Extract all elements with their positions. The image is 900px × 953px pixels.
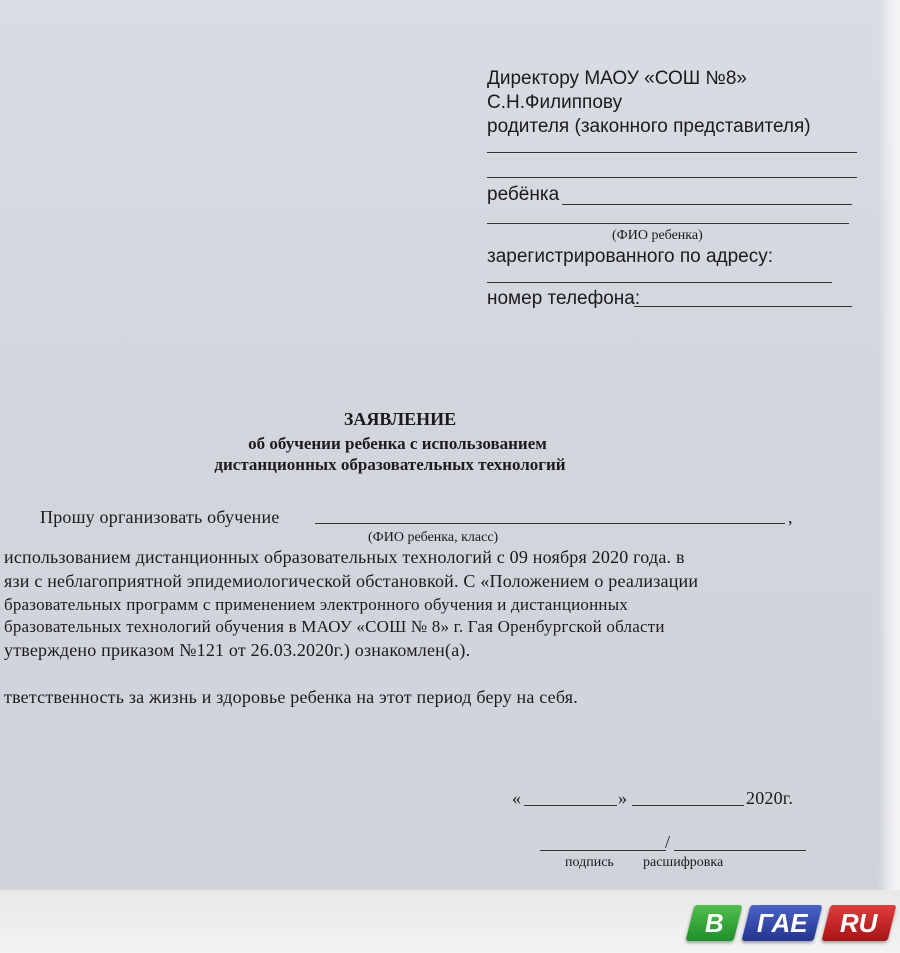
document-subtitle-line-1: об обучении ребенка с использованием (248, 434, 547, 453)
signature-line[interactable] (540, 850, 666, 851)
date-open-quote: « (512, 788, 522, 808)
body-line-1: использованием дистанционных образовательных технологий с 09 ноября 2020 года. в (4, 547, 685, 567)
child-name-line-2[interactable] (487, 223, 849, 224)
decoding-line[interactable] (674, 850, 806, 851)
body-line-3: бразовательных программ с применением электронного обучения и дистанционных (4, 595, 629, 614)
logo-part-gae: ГАЕ (742, 905, 823, 941)
request-prefix: Прошу организовать обучение (40, 507, 280, 527)
logo-part-b: В (686, 905, 743, 941)
student-name-line[interactable] (315, 523, 785, 524)
child-name-caption: (ФИО ребенка) (612, 228, 703, 243)
child-label: ребёнка (487, 184, 560, 205)
child-name-line-1[interactable] (562, 204, 852, 205)
decoding-caption: расшифровка (643, 855, 724, 870)
signature-slash: / (665, 832, 671, 852)
document-subtitle-line-2: дистанционных образовательных технологий (214, 455, 566, 474)
date-year: 2020г. (746, 788, 794, 808)
phone-line[interactable] (634, 306, 852, 307)
date-close-quote: » (618, 788, 628, 808)
parent-label: родителя (законного представителя) (487, 116, 811, 137)
body-line-2: язи с неблагоприятной эпидемиологической обстановкой. С «Положением о реализации (4, 571, 699, 591)
responsibility-line: тветственность за жизнь и здоровье ребенка на этот период беру на себя. (4, 687, 578, 707)
page-edge (878, 0, 900, 900)
request-suffix: , (788, 507, 793, 527)
date-day-line[interactable] (524, 805, 617, 806)
body-line-5: утверждено приказом №121 от 26.03.2020г.) ознакомлен(а). (4, 640, 471, 660)
addressee-line: Директору МАОУ «СОШ №8» (487, 68, 747, 89)
phone-label: номер телефона: (487, 288, 641, 309)
director-name: С.Н.Филиппову (487, 92, 623, 113)
parent-name-line-2[interactable] (487, 177, 857, 178)
parent-name-line-1[interactable] (487, 152, 857, 153)
logo-part-ru: RU (822, 905, 897, 941)
student-name-caption: (ФИО ребенка, класс) (368, 530, 499, 545)
date-month-line[interactable] (632, 805, 744, 806)
document-title: ЗАЯВЛЕНИЕ (343, 409, 457, 429)
signature-caption: подпись (565, 855, 614, 870)
site-logo[interactable] (690, 905, 895, 941)
address-line[interactable] (487, 282, 832, 283)
address-label: зарегистрированного по адресу: (487, 246, 774, 267)
body-line-4: бразовательных технологий обучения в МАОУ «СОШ № 8» г. Гая Оренбургской области (4, 617, 665, 636)
